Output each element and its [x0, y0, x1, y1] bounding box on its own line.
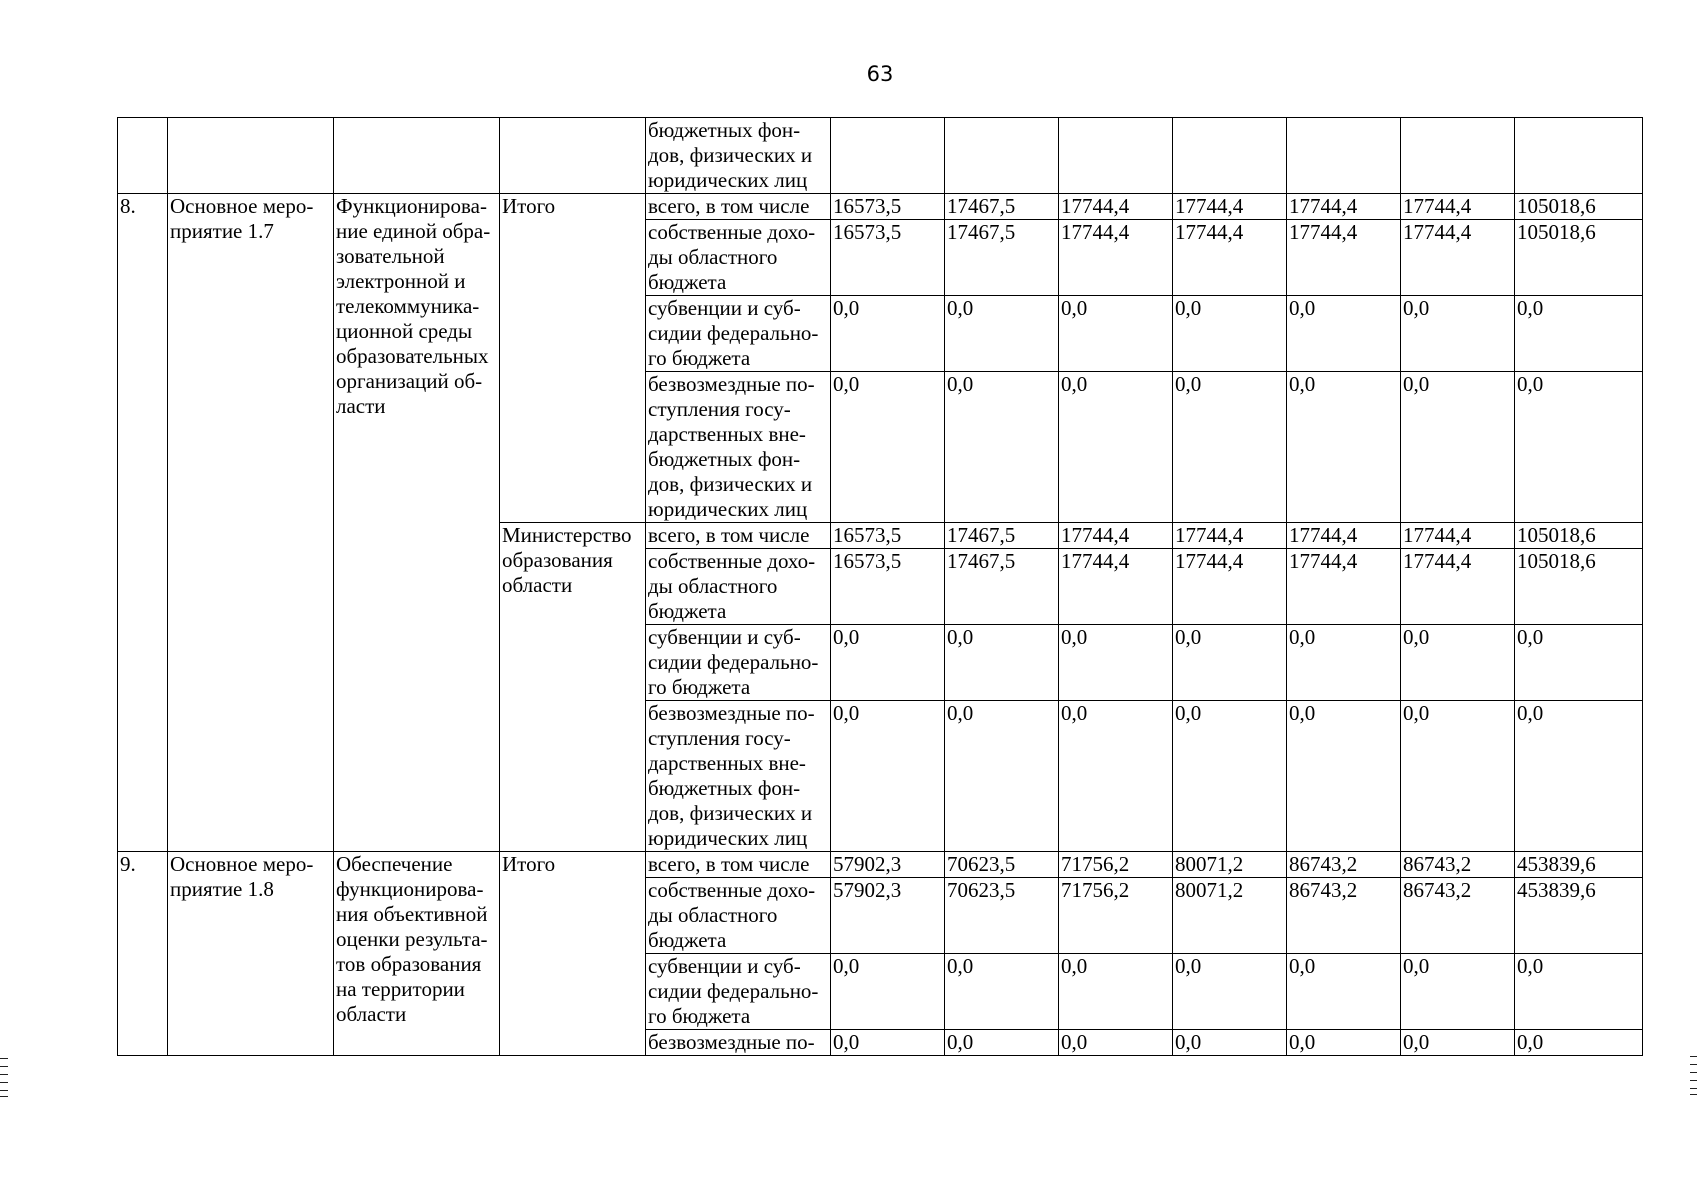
amount-cell: 17744,4 — [1173, 549, 1287, 625]
amount-cell: 0,0 — [1515, 954, 1643, 1030]
amount-cell: 17744,4 — [1401, 220, 1515, 296]
empty-cell — [1059, 118, 1173, 194]
event-title-cell: Основное меро- приятие 1.7 — [168, 194, 334, 852]
executor-cell: Итого — [500, 852, 646, 1056]
funding-source-cell: собственные дохо- ды областного бюджета — [646, 878, 831, 954]
empty-cell — [168, 118, 334, 194]
amount-cell: 16573,5 — [831, 549, 945, 625]
funding-source-cell: всего, в том числе — [646, 852, 831, 878]
amount-cell: 0,0 — [1173, 954, 1287, 1030]
amount-cell: 80071,2 — [1173, 852, 1287, 878]
amount-cell: 17744,4 — [1401, 194, 1515, 220]
item-number-cell: 9. — [118, 852, 168, 1056]
funding-source-cell: безвозмездные по- ступления госу- дарственных вне- бюджетных фон- дов, физических и юридических лиц — [646, 701, 831, 852]
amount-cell: 86743,2 — [1401, 852, 1515, 878]
amount-cell: 0,0 — [1515, 1030, 1643, 1056]
funding-source-cell: собственные дохо- ды областного бюджета — [646, 549, 831, 625]
amount-cell: 0,0 — [831, 1030, 945, 1056]
amount-cell: 0,0 — [1059, 296, 1173, 372]
amount-cell: 17744,4 — [1287, 194, 1401, 220]
empty-cell — [1515, 118, 1643, 194]
amount-cell: 0,0 — [1173, 625, 1287, 701]
scan-mark — [1690, 1056, 1697, 1057]
amount-cell: 0,0 — [831, 954, 945, 1030]
amount-cell: 0,0 — [1287, 296, 1401, 372]
funding-source-cell: безвозмездные по- ступления госу- дарственных вне- бюджетных фон- дов, физических и юридических лиц — [646, 372, 831, 523]
empty-cell — [500, 118, 646, 194]
empty-cell — [831, 118, 945, 194]
amount-cell: 0,0 — [945, 701, 1059, 852]
amount-cell: 0,0 — [1401, 372, 1515, 523]
amount-cell: 57902,3 — [831, 852, 945, 878]
amount-cell: 0,0 — [1173, 372, 1287, 523]
amount-cell: 17467,5 — [945, 549, 1059, 625]
amount-cell: 17744,4 — [1401, 549, 1515, 625]
amount-cell: 0,0 — [1515, 296, 1643, 372]
amount-cell: 70623,5 — [945, 878, 1059, 954]
amount-cell: 0,0 — [831, 701, 945, 852]
scan-mark — [0, 1082, 8, 1083]
empty-cell — [1287, 118, 1401, 194]
item-number-cell: 8. — [118, 194, 168, 852]
amount-cell: 0,0 — [945, 296, 1059, 372]
event-name-cell: Функционирова- ние единой обра- зовательной электронной и телекоммуника- ционной среды образовательных организаций об- ласти — [334, 194, 500, 852]
amount-cell: 0,0 — [831, 625, 945, 701]
amount-cell: 17744,4 — [1059, 194, 1173, 220]
amount-cell: 17744,4 — [1059, 549, 1173, 625]
funding-source-cell: всего, в том числе — [646, 194, 831, 220]
amount-cell: 71756,2 — [1059, 878, 1173, 954]
scan-mark — [1690, 1094, 1697, 1095]
amount-cell: 70623,5 — [945, 852, 1059, 878]
amount-cell: 105018,6 — [1515, 523, 1643, 549]
amount-cell: 0,0 — [1401, 625, 1515, 701]
amount-cell: 0,0 — [1173, 1030, 1287, 1056]
amount-cell: 17744,4 — [1059, 220, 1173, 296]
amount-cell: 86743,2 — [1401, 878, 1515, 954]
amount-cell: 0,0 — [1287, 1030, 1401, 1056]
amount-cell: 105018,6 — [1515, 220, 1643, 296]
executor-cell: Министерство образования области — [500, 523, 646, 852]
empty-cell — [945, 118, 1059, 194]
amount-cell: 0,0 — [1401, 954, 1515, 1030]
budget-table — [117, 117, 1643, 1056]
amount-cell: 86743,2 — [1287, 852, 1401, 878]
page-number: 63 — [866, 62, 894, 86]
empty-cell — [334, 118, 500, 194]
scan-mark — [0, 1058, 8, 1059]
amount-cell: 16573,5 — [831, 194, 945, 220]
amount-cell: 0,0 — [1287, 625, 1401, 701]
amount-cell: 17744,4 — [1173, 220, 1287, 296]
amount-cell: 86743,2 — [1287, 878, 1401, 954]
table-row — [118, 852, 1643, 878]
amount-cell: 17744,4 — [1401, 523, 1515, 549]
executor-cell: Итого — [500, 194, 646, 523]
amount-cell: 17744,4 — [1059, 523, 1173, 549]
scan-mark — [0, 1066, 8, 1067]
table-body — [118, 118, 1643, 1056]
amount-cell: 0,0 — [1059, 625, 1173, 701]
amount-cell: 453839,6 — [1515, 852, 1643, 878]
funding-source-cell: бюджетных фон- дов, физических и юридических лиц — [646, 118, 831, 194]
amount-cell: 17744,4 — [1173, 523, 1287, 549]
amount-cell: 0,0 — [1173, 296, 1287, 372]
amount-cell: 0,0 — [831, 296, 945, 372]
empty-cell — [118, 118, 168, 194]
amount-cell: 17467,5 — [945, 523, 1059, 549]
scan-mark — [1690, 1064, 1697, 1065]
amount-cell: 0,0 — [1059, 1030, 1173, 1056]
scan-mark — [0, 1090, 8, 1091]
funding-source-cell: всего, в том числе — [646, 523, 831, 549]
amount-cell: 0,0 — [945, 625, 1059, 701]
amount-cell: 17744,4 — [1287, 220, 1401, 296]
amount-cell: 17744,4 — [1287, 549, 1401, 625]
amount-cell: 453839,6 — [1515, 878, 1643, 954]
table-row — [118, 194, 1643, 220]
amount-cell: 80071,2 — [1173, 878, 1287, 954]
amount-cell: 57902,3 — [831, 878, 945, 954]
empty-cell — [1173, 118, 1287, 194]
amount-cell: 0,0 — [1401, 296, 1515, 372]
amount-cell: 0,0 — [1515, 625, 1643, 701]
amount-cell: 0,0 — [1515, 701, 1643, 852]
funding-source-cell: безвозмездные по- — [646, 1030, 831, 1056]
amount-cell: 0,0 — [945, 1030, 1059, 1056]
event-name-cell: Обеспечение функционирова- ния объективной оценки результа- тов образования на территории области — [334, 852, 500, 1056]
amount-cell: 0,0 — [1059, 701, 1173, 852]
amount-cell: 0,0 — [1401, 1030, 1515, 1056]
amount-cell: 17467,5 — [945, 194, 1059, 220]
scan-mark — [1690, 1088, 1697, 1089]
amount-cell: 105018,6 — [1515, 194, 1643, 220]
amount-cell: 0,0 — [1173, 701, 1287, 852]
amount-cell: 0,0 — [1059, 954, 1173, 1030]
funding-source-cell: собственные дохо- ды областного бюджета — [646, 220, 831, 296]
scan-mark — [0, 1096, 8, 1097]
table-row — [118, 118, 1643, 194]
empty-cell — [1401, 118, 1515, 194]
amount-cell: 105018,6 — [1515, 549, 1643, 625]
amount-cell: 71756,2 — [1059, 852, 1173, 878]
amount-cell: 0,0 — [1401, 701, 1515, 852]
amount-cell: 16573,5 — [831, 220, 945, 296]
amount-cell: 0,0 — [1515, 372, 1643, 523]
amount-cell: 17744,4 — [1173, 194, 1287, 220]
amount-cell: 0,0 — [1287, 701, 1401, 852]
amount-cell: 0,0 — [1059, 372, 1173, 523]
amount-cell: 0,0 — [945, 954, 1059, 1030]
amount-cell: 0,0 — [1287, 372, 1401, 523]
amount-cell: 0,0 — [831, 372, 945, 523]
scan-mark — [1690, 1072, 1697, 1073]
scan-mark — [0, 1074, 8, 1075]
scan-mark — [1690, 1080, 1697, 1081]
amount-cell: 17744,4 — [1287, 523, 1401, 549]
funding-source-cell: субвенции и суб- сидии федерально- го бюджета — [646, 954, 831, 1030]
amount-cell: 17467,5 — [945, 220, 1059, 296]
amount-cell: 0,0 — [1287, 954, 1401, 1030]
amount-cell: 0,0 — [945, 372, 1059, 523]
funding-source-cell: субвенции и суб- сидии федерально- го бюджета — [646, 296, 831, 372]
funding-source-cell: субвенции и суб- сидии федерально- го бюджета — [646, 625, 831, 701]
amount-cell: 16573,5 — [831, 523, 945, 549]
event-title-cell: Основное меро- приятие 1.8 — [168, 852, 334, 1056]
